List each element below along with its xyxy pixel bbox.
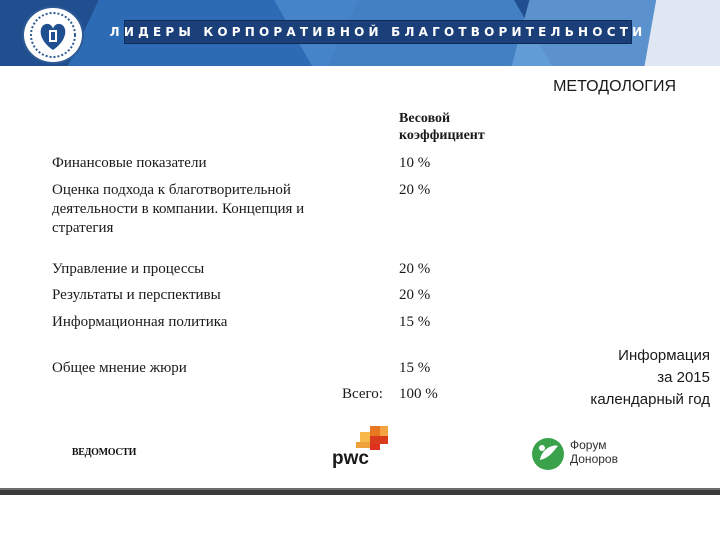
vedomosti-logo-text: ВЕДОМОСТИ — [71, 446, 137, 458]
section-label: МЕТОДОЛОГИЯ — [553, 78, 676, 95]
emblem-logo-icon — [22, 6, 84, 64]
forum-logo-text — [570, 438, 618, 466]
vedomosti-logo — [71, 441, 137, 463]
forum-logo-line: Форум — [570, 438, 607, 452]
criterion-weight: 20 % — [399, 287, 431, 303]
pwc-logo-text: pwc — [332, 448, 369, 469]
criterion-label: Общее мнение жюри — [52, 360, 187, 376]
forum-logo-line: Доноров — [570, 452, 618, 466]
header-banner — [0, 0, 720, 66]
header-title: ЛИДЕРЫ КОРПОРАТИВНОЙ БЛАГОТВОРИТЕЛЬНОСТИ — [109, 25, 647, 39]
pwc-logo — [330, 424, 394, 472]
weight-header-line: коэффициент — [399, 128, 485, 143]
footer-divider — [0, 488, 720, 495]
weight-column-header — [399, 110, 529, 144]
info-note — [530, 345, 710, 411]
total-label: Всего: — [342, 386, 383, 402]
info-note-line: Информация — [618, 347, 710, 364]
forum-donorov-logo — [530, 436, 630, 472]
criterion-weight: 20 % — [399, 261, 431, 277]
criterion-label: Информационная политика — [52, 314, 228, 330]
forum-leaf-icon — [530, 436, 566, 472]
criterion-weight: 20 % — [399, 182, 431, 198]
weight-header-line: Весовой — [399, 111, 451, 126]
info-note-line: календарный год — [590, 391, 710, 408]
total-value: 100 % — [399, 386, 438, 402]
header-title-bar — [109, 20, 647, 44]
criterion-label: Управление и процессы — [52, 261, 205, 277]
criterion-weight: 10 % — [399, 155, 431, 171]
criterion-weight: 15 % — [399, 360, 431, 376]
criterion-weight: 15 % — [399, 314, 431, 330]
criterion-label: Результаты и перспективы — [52, 287, 221, 303]
criterion-label: Оценка подхода к благотворительной деятельности в компании. Концепция и стратегия — [52, 182, 305, 236]
info-note-line: за 2015 — [657, 369, 710, 386]
criterion-label: Финансовые показатели — [52, 155, 207, 171]
